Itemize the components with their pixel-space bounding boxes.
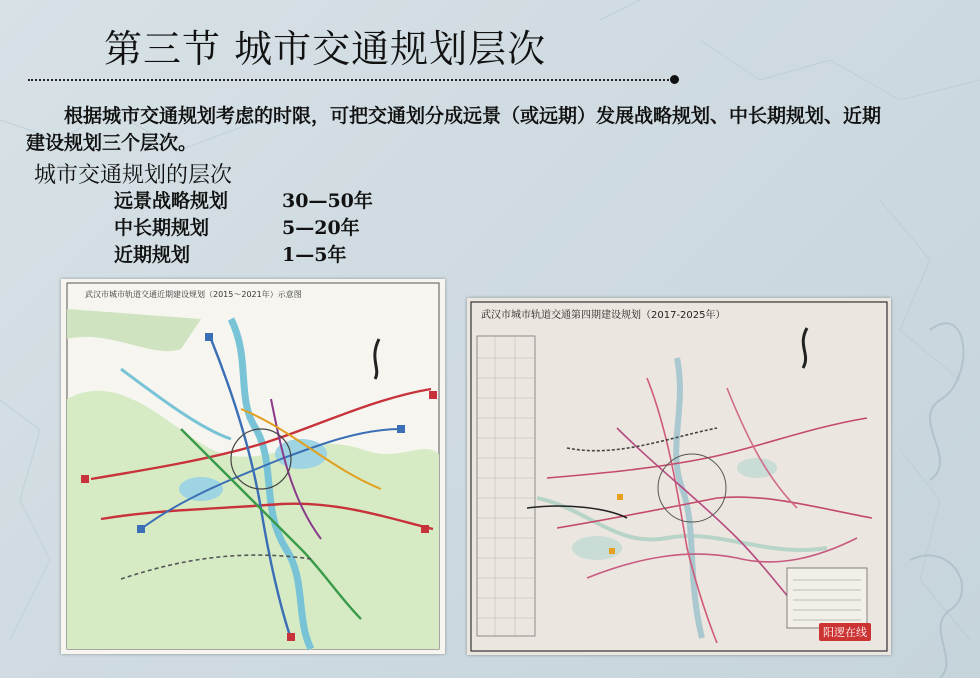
slide-title: 第三节 城市交通规划层次 [104,27,547,71]
phase4-rail-map [467,298,891,655]
divider-dot [670,75,679,84]
map-caption: 武汉市城市轨道交通近期建设规划（2015～2021年）示意图 [85,290,302,299]
map-caption: 武汉市城市轨道交通第四期建设规划（2017-2025年） [481,310,726,321]
title-divider [28,79,673,81]
level-span: 5—20年 [282,217,360,239]
near-term-map-drawing [61,279,445,654]
level-row [114,213,373,240]
phase4-map-drawing [467,298,891,655]
level-span: 30—50年 [282,190,373,212]
level-name: 近期规划 [114,244,191,266]
level-row [114,186,373,213]
level-name: 中长期规划 [114,217,210,239]
level-name: 远景战略规划 [114,190,229,212]
level-span: 1—5年 [282,244,347,266]
level-row [114,240,373,267]
site-watermark: 阳逻在线 [819,623,871,641]
planning-levels-list [114,186,373,267]
near-term-rail-map [61,279,445,654]
intro-paragraph: 根据城市交通规划考虑的时限，可把交通划分成远景（或远期）发展战略规划、中长期规划、近期建设规划三个层次。 [26,105,882,154]
section-subheading: 城市交通规划的层次 [34,163,233,188]
